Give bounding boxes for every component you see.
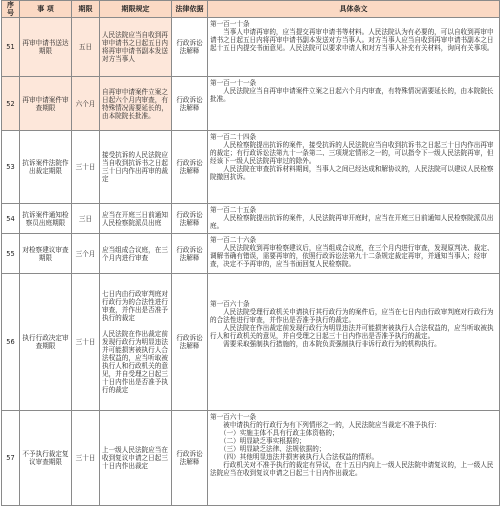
header-period: 期限 — [72, 1, 100, 18]
row-legal-basis: 行政诉讼法解释 — [172, 18, 208, 77]
row-period: 三十日 — [72, 274, 100, 411]
row-article-text: 第一百一十条 当事人申请再审的，应当提交再审申请书等材料。人民法院认为有必要的，可以自收到再审申请书之日起五日内将再审申请书副本发送对方当事人。对方当事人应当自收到再审申请书副本之日起十五日内提交书面意见。人民法院可以要求申请人和对方当事人补充有关材料，询问有关事项。 — [208, 18, 500, 77]
row-number: 55 — [2, 234, 20, 274]
row-period-rule: 应当组成合议庭，在三个月内进行审查 — [100, 234, 172, 274]
row-number: 54 — [2, 204, 20, 234]
row-legal-basis: 行政诉讼法解释 — [172, 77, 208, 131]
row-legal-basis: 行政诉讼法解释 — [172, 204, 208, 234]
row-item: 对检察建议审查期限 — [20, 234, 72, 274]
header-item: 事 项 — [20, 1, 72, 18]
row-period-rule: 上一级人民法院应当在收到复议申请之日起三十日内作出裁定 — [100, 411, 172, 506]
row-period-rule: 七日内由行政审判庭对行政行为的合法性进行审查，并作出是否准予执行的裁定 人民法院在作出裁定前发现行政行为明显违法并可能损害被执行人合法权益的，应当听取被执行人和行政机关的意见，并自受理之日起三十日内作出是否准予执行的裁定 — [100, 274, 172, 411]
table-row — [2, 234, 500, 274]
table-row — [2, 77, 500, 131]
row-item: 再审申请书送达期限 — [20, 18, 72, 77]
table-row — [2, 274, 500, 411]
table-header-row — [2, 1, 500, 18]
row-legal-basis: 行政诉讼法解释 — [172, 131, 208, 204]
row-legal-basis: 行政诉讼法解释 — [172, 234, 208, 274]
row-period-rule: 自再审申请案件立案之日起六个月内审查，有特殊情况需要延长的，由本院院长批准。 — [100, 77, 172, 131]
row-period-rule: 人民法院应当自收到再审申请书之日起五日内将再审申请书副本发送对方当事人 — [100, 18, 172, 77]
table-row — [2, 411, 500, 506]
header-article-text: 具体条文 — [208, 1, 500, 18]
row-period-rule: 接受抗诉的人民法院应当自收到抗诉书之日起三十日内作出再审的裁定 — [100, 131, 172, 204]
header-legal-basis: 法律依据 — [172, 1, 208, 18]
row-article-text: 第一百二十五条 人民检察院提出抗诉的案件，人民法院再审开庭时，应当在开庭三日前通知人民检察院派员出庭。 — [208, 204, 500, 234]
row-period: 三日 — [72, 204, 100, 234]
row-number: 52 — [2, 77, 20, 131]
table-row — [2, 131, 500, 204]
table-row — [2, 18, 500, 77]
row-period: 三个月 — [72, 234, 100, 274]
row-item: 不予执行裁定复议审查期限 — [20, 411, 72, 506]
deadline-table — [1, 0, 500, 506]
row-period: 三十日 — [72, 411, 100, 506]
header-number: 序号 — [2, 1, 20, 18]
row-period-rule: 应当在开庭三日前通知人民检察院派员出庭 — [100, 204, 172, 234]
row-article-text: 第一百一十一条 人民法院应当自再审申请案件立案之日起六个月内审查，有特殊情况需要延长的，由本院院长批准。 — [208, 77, 500, 131]
row-legal-basis: 行政诉讼法解释 — [172, 411, 208, 506]
row-article-text: 第一百六十条 人民法院受理行政机关申请执行其行政行为的案件后，应当在七日内由行政审判庭对行政行为的合法性进行审查，并作出是否准予执行的裁定。 人民法院在作出裁定前发现行政行为明显违法并可能损害被执行人合法权益的，应当听取被执行人和行政机关的意见，并自受理之日起三十日内作出是否准予执行的裁定。 需要采取强制执行措施的，由本院负责强制执行非诉行政行为的机构执行。 — [208, 274, 500, 411]
row-article-text: 第一百二十四条 人民检察院提出抗诉的案件，接受抗诉的人民法院应当自收到抗诉书之日起三十日内作出再审的裁定；有行政诉讼法第九十一条第二、三项规定情形之一的，可以指令下一级人民法院再审，但经该下一级人民法院再审过的除外。 人民法院在审查抗诉材料期间，当事人之间已经达成和解协议的，人民法院可以建议人民检察院撤回抗诉。 — [208, 131, 500, 204]
table-row — [2, 204, 500, 234]
row-item: 抗诉案件法院作出裁定期限 — [20, 131, 72, 204]
row-item: 执行行政决定审查期限 — [20, 274, 72, 411]
row-legal-basis: 行政诉讼法解释 — [172, 274, 208, 411]
row-period: 三十日 — [72, 131, 100, 204]
header-period-rule: 期限规定 — [100, 1, 172, 18]
row-number: 56 — [2, 274, 20, 411]
row-period: 六个月 — [72, 77, 100, 131]
row-article-text: 第一百二十六条 人民法院收到再审检察建议后，应当组成合议庭，在三个月内进行审查，发现原判决、裁定、调解书确有错误，需要再审的，依照行政诉讼法第九十二条规定裁定再审，并通知当事人；经审查，决定不予再审的，应当书面回复人民检察院。 — [208, 234, 500, 274]
row-item: 再审申请案件审查期限 — [20, 77, 72, 131]
row-number: 51 — [2, 18, 20, 77]
row-period: 五日 — [72, 18, 100, 77]
row-number: 53 — [2, 131, 20, 204]
row-item: 抗诉案件通知检察员出庭期限 — [20, 204, 72, 234]
row-article-text: 第一百六十一条 被申请执行的行政行为有下列情形之一的，人民法院应当裁定不准予执行： （一）实施主体不具有行政主体资格的； （二）明显缺乏事实根据的； （三）明显缺乏法律、法规依据的； （四）其他明显违法并损害被执行人合法权益的情形。 行政机关对不准予执行的裁定有异议，在十五日内向上一级人民法院申请复议的，上一级人民法院应当在收到复议申请之日起三十日内作出裁定。 — [208, 411, 500, 506]
row-number: 57 — [2, 411, 20, 506]
